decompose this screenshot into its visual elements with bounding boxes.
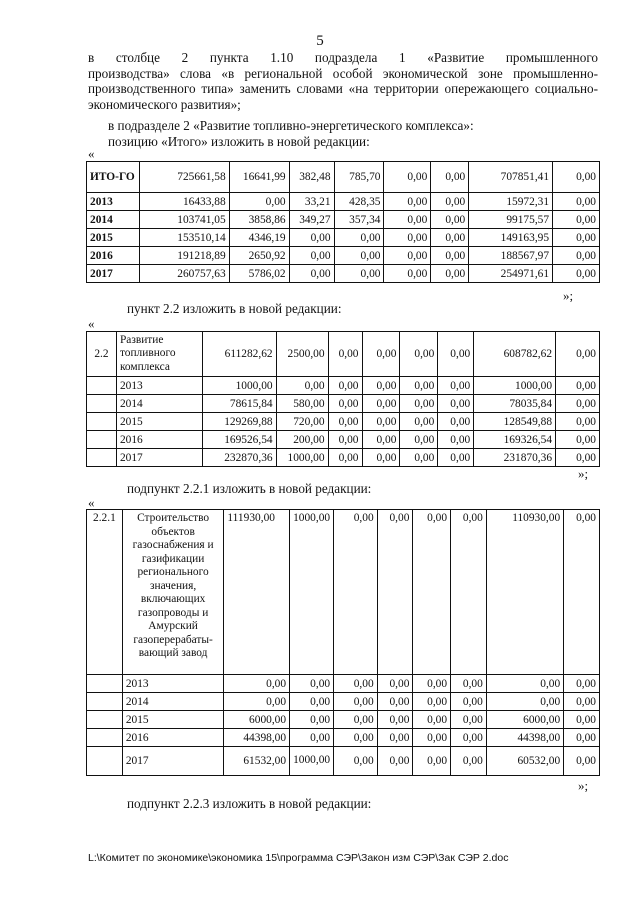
intro-paragraph [88,50,598,112]
empty-number-cell [87,395,117,413]
value-cell: 4346,19 [229,229,289,247]
empty-number-cell [87,449,117,467]
close-quote-2: »; [578,466,589,481]
value-cell: 720,00 [276,413,328,431]
value-cell: 0,00 [400,413,438,431]
value-cell: 33,21 [289,193,334,211]
value-cell: 0,00 [334,693,378,711]
value-cell: 0,00 [438,413,474,431]
value-cell: 0,00 [328,377,362,395]
value-cell: 0,00 [564,693,600,711]
year-label: 2015 [122,711,224,729]
value-cell: 188567,97 [469,247,553,265]
value-cell: 0,00 [328,395,362,413]
value-cell: 0,00 [413,729,451,747]
value-cell: 0,00 [384,193,431,211]
value-cell: 0,00 [438,395,474,413]
value-cell: 0,00 [400,431,438,449]
table-row [87,377,600,395]
value-cell: 61532,00 [224,747,290,776]
empty-number-cell [87,431,117,449]
value-cell: 0,00 [362,431,400,449]
value-cell: 2500,00 [276,332,328,377]
value-cell: 0,00 [564,510,600,675]
value-cell: 2650,92 [229,247,289,265]
table-row [87,675,600,693]
year-label: 2014 [116,395,202,413]
value-cell: 0,00 [564,675,600,693]
value-cell: 707851,41 [469,162,553,193]
close-quote-3: »; [578,778,589,793]
value-cell: 169326,54 [474,431,556,449]
value-cell: 1000,00 [290,747,334,776]
intro-rest: производства» слова «в региональной особой экономической зоне промышленно-производственного типа» заменить словами «на территории опережающего социально-экономического развития»; [88,65,598,112]
value-cell: 232870,36 [202,449,276,467]
value-cell: 129269,88 [202,413,276,431]
value-cell: 0,00 [362,413,400,431]
table-row [87,729,600,747]
year-label: 2016 [122,729,224,747]
value-cell: 0,00 [553,193,600,211]
value-cell: 0,00 [334,265,384,283]
value-cell: 357,34 [334,211,384,229]
row-label: 2017 [87,265,140,283]
value-cell: 1000,00 [290,510,334,675]
value-cell: 6000,00 [486,711,563,729]
value-cell: 0,00 [564,711,600,729]
empty-number-cell [87,747,123,776]
section2-line-1: в подразделе 2 «Развитие топливно-энергетического комплекса»: [108,118,474,133]
value-cell: 0,00 [384,247,431,265]
open-quote-2: « [88,316,95,331]
intro-line-1: в столбце 2 пункта 1.10 подраздела 1 «Развитие промышленного [88,50,598,65]
page-number: 5 [316,33,324,49]
value-cell: 0,00 [334,729,378,747]
value-cell: 0,00 [556,431,600,449]
year-label: 2017 [116,449,202,467]
value-cell: 0,00 [290,693,334,711]
value-cell: 0,00 [438,431,474,449]
value-cell: 0,00 [553,247,600,265]
value-cell: 1000,00 [474,377,556,395]
value-cell: 0,00 [224,675,290,693]
value-cell: 254971,61 [469,265,553,283]
value-cell: 0,00 [556,377,600,395]
empty-number-cell [87,693,123,711]
table-row [87,193,600,211]
value-cell: 0,00 [328,332,362,377]
value-cell: 16433,88 [139,193,229,211]
table-row [87,229,600,247]
table-row [87,431,600,449]
value-cell: 0,00 [451,747,487,776]
table-row [87,395,600,413]
value-cell: 44398,00 [224,729,290,747]
table-row [87,510,600,675]
value-cell: 260757,63 [139,265,229,283]
value-cell: 0,00 [556,395,600,413]
value-cell: 169526,54 [202,431,276,449]
value-cell: 0,00 [334,747,378,776]
value-cell: 0,00 [362,332,400,377]
value-cell: 0,00 [564,729,600,747]
table-itogo [86,161,600,283]
value-cell: 428,35 [334,193,384,211]
section2-paragraph [108,118,588,149]
value-cell: 0,00 [438,449,474,467]
value-cell: 0,00 [400,395,438,413]
value-cell: 0,00 [362,377,400,395]
item-name: Развитие топливного комплекса [116,332,202,377]
table-row [87,332,600,377]
value-cell: 0,00 [328,449,362,467]
value-cell: 111930,00 [224,510,290,675]
value-cell: 191218,89 [139,247,229,265]
value-cell: 0,00 [377,510,413,675]
value-cell: 0,00 [384,265,431,283]
value-cell: 0,00 [334,247,384,265]
value-cell: 0,00 [431,162,469,193]
value-cell: 0,00 [556,449,600,467]
value-cell: 128549,88 [474,413,556,431]
value-cell: 0,00 [334,711,378,729]
value-cell: 0,00 [413,510,451,675]
value-cell: 0,00 [553,162,600,193]
value-cell: 349,27 [289,211,334,229]
value-cell: 0,00 [431,229,469,247]
row-label: 2013 [87,193,140,211]
table-row [87,711,600,729]
table-row [87,449,600,467]
value-cell: 0,00 [413,747,451,776]
value-cell: 0,00 [384,229,431,247]
value-cell: 0,00 [377,747,413,776]
table-row [87,211,600,229]
value-cell: 0,00 [431,211,469,229]
value-cell: 153510,14 [139,229,229,247]
value-cell: 78615,84 [202,395,276,413]
value-cell: 785,70 [334,162,384,193]
value-cell: 0,00 [334,510,378,675]
value-cell: 0,00 [413,693,451,711]
value-cell: 725661,58 [139,162,229,193]
item-name: Строительство объектов газоснабжения и газификации регионального значения, включающих газопроводы и Амурский газоперерабаты-вающий завод [122,510,224,675]
empty-number-cell [87,711,123,729]
value-cell: 0,00 [289,247,334,265]
value-cell: 0,00 [224,693,290,711]
value-cell: 608782,62 [474,332,556,377]
year-label: 2017 [122,747,224,776]
value-cell: 231870,36 [474,449,556,467]
item-number: 2.2 [87,332,117,377]
value-cell: 1000,00 [202,377,276,395]
row-label: 2016 [87,247,140,265]
year-label: 2015 [116,413,202,431]
value-cell: 0,00 [451,729,487,747]
value-cell: 0,00 [431,265,469,283]
value-cell: 0,00 [290,729,334,747]
value-cell: 60532,00 [486,747,563,776]
table-row [87,747,600,776]
value-cell: 382,48 [289,162,334,193]
value-cell: 0,00 [553,229,600,247]
value-cell: 0,00 [431,193,469,211]
footer-file-path: L:\Комитет по экономике\экономика 15\программа СЭР\Закон изм СЭР\Зак СЭР 2.doc [88,852,509,864]
value-cell: 0,00 [290,675,334,693]
value-cell: 16641,99 [229,162,289,193]
open-quote-1: « [88,146,95,161]
row-label: 2014 [87,211,140,229]
value-cell: 0,00 [438,332,474,377]
value-cell: 0,00 [229,193,289,211]
value-cell: 0,00 [413,675,451,693]
empty-number-cell [87,675,123,693]
value-cell: 0,00 [451,711,487,729]
value-cell: 0,00 [328,413,362,431]
row-label: ИТО-ГО [87,162,140,193]
value-cell: 0,00 [486,693,563,711]
value-cell: 0,00 [290,711,334,729]
value-cell: 103741,05 [139,211,229,229]
table-punkt-221 [86,509,600,776]
year-label: 2013 [122,675,224,693]
value-cell: 0,00 [362,395,400,413]
value-cell: 149163,95 [469,229,553,247]
value-cell: 0,00 [553,265,600,283]
punkt-223-heading: подпункт 2.2.3 изложить в новой редакции: [127,796,372,811]
value-cell: 0,00 [377,729,413,747]
punkt-22-heading: пункт 2.2 изложить в новой редакции: [127,301,342,316]
value-cell: 0,00 [384,162,431,193]
value-cell: 15972,31 [469,193,553,211]
value-cell: 0,00 [328,431,362,449]
value-cell: 0,00 [334,229,384,247]
value-cell: 200,00 [276,431,328,449]
value-cell: 0,00 [289,265,334,283]
table-punkt-22 [86,331,600,467]
value-cell: 78035,84 [474,395,556,413]
value-cell: 0,00 [438,377,474,395]
empty-number-cell [87,413,117,431]
value-cell: 0,00 [556,413,600,431]
value-cell: 5786,02 [229,265,289,283]
value-cell: 0,00 [564,747,600,776]
value-cell: 0,00 [377,693,413,711]
empty-number-cell [87,377,117,395]
value-cell: 0,00 [451,693,487,711]
row-label: 2015 [87,229,140,247]
value-cell: 0,00 [377,675,413,693]
punkt-221-heading: подпункт 2.2.1 изложить в новой редакции: [127,481,372,496]
item-number: 2.2.1 [87,510,123,675]
year-label: 2013 [116,377,202,395]
value-cell: 0,00 [553,211,600,229]
table-row [87,693,600,711]
section2-line-2: позицию «Итого» изложить в новой редакции: [108,133,370,149]
value-cell: 0,00 [413,711,451,729]
table-row [87,162,600,193]
value-cell: 0,00 [451,510,487,675]
value-cell: 0,00 [362,449,400,467]
value-cell: 1000,00 [276,449,328,467]
value-cell: 44398,00 [486,729,563,747]
value-cell: 0,00 [289,229,334,247]
value-cell: 0,00 [486,675,563,693]
value-cell: 580,00 [276,395,328,413]
value-cell: 6000,00 [224,711,290,729]
open-quote-3: « [88,495,95,510]
value-cell: 611282,62 [202,332,276,377]
value-cell: 0,00 [400,332,438,377]
value-cell: 0,00 [276,377,328,395]
close-quote-1: »; [563,288,574,303]
value-cell: 110930,00 [486,510,563,675]
year-label: 2014 [122,693,224,711]
value-cell: 0,00 [334,675,378,693]
value-cell: 0,00 [451,675,487,693]
value-cell: 99175,57 [469,211,553,229]
value-cell: 0,00 [556,332,600,377]
empty-number-cell [87,729,123,747]
value-cell: 3858,86 [229,211,289,229]
value-cell: 0,00 [377,711,413,729]
value-cell: 0,00 [400,449,438,467]
value-cell: 0,00 [384,211,431,229]
value-cell: 0,00 [400,377,438,395]
year-label: 2016 [116,431,202,449]
value-cell: 0,00 [431,247,469,265]
table-row [87,413,600,431]
table-row [87,247,600,265]
table-row [87,265,600,283]
